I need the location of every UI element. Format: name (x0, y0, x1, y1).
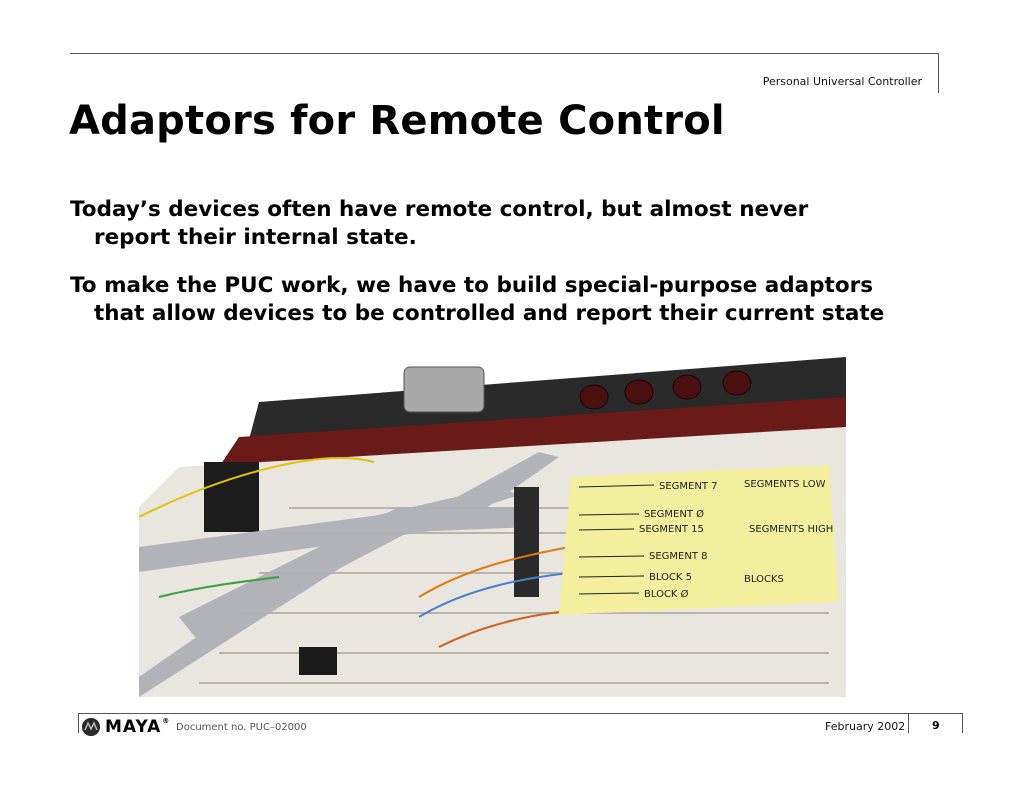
breadboard-photo (139, 357, 846, 697)
maya-logo-icon (82, 718, 100, 736)
slide-title: Adaptors for Remote Control (69, 98, 725, 144)
paragraph-2-line-2: that allow devices to be controlled and report their current state (94, 301, 885, 326)
footer-rule-tick-divider (908, 713, 909, 733)
footer-date: February 2002 (825, 720, 906, 733)
note-label: BLOCK 5 (649, 572, 693, 583)
paragraph-1-line-2: report their internal state. (94, 225, 417, 250)
group-label: SEGMENTS LOW (744, 479, 826, 490)
footer-rule-tick-left (78, 713, 79, 733)
header-label: Personal Universal Controller (762, 75, 922, 88)
note-label: SEGMENT 15 (639, 524, 704, 535)
group-label: SEGMENTS HIGH (749, 524, 834, 535)
paragraph-2 (70, 272, 970, 328)
maya-logo-wordmark: MAYA (105, 717, 162, 737)
paragraph-1 (70, 196, 970, 252)
note-label: SEGMENT Ø (644, 509, 704, 520)
maya-logo (82, 717, 170, 737)
note-label: BLOCK Ø (644, 589, 689, 600)
footer-rule-tick-right (962, 713, 963, 733)
header-rule (70, 53, 938, 54)
paragraph-2-line-1: To make the PUC work, we have to build special-purpose adaptors (70, 273, 874, 298)
footer-rule (78, 713, 962, 714)
note-label: SEGMENT 7 (659, 481, 718, 492)
maya-logo-text (105, 717, 170, 737)
group-label: BLOCKS (744, 574, 784, 585)
header-rule-tick (938, 53, 939, 93)
document-number: Document no. PUC–02000 (176, 722, 307, 733)
page-number: 9 (932, 719, 940, 732)
note-label: SEGMENT 8 (649, 551, 708, 562)
registered-mark: ® (162, 717, 171, 725)
paragraph-1-line-1: Today’s devices often have remote control, but almost never (70, 197, 809, 222)
